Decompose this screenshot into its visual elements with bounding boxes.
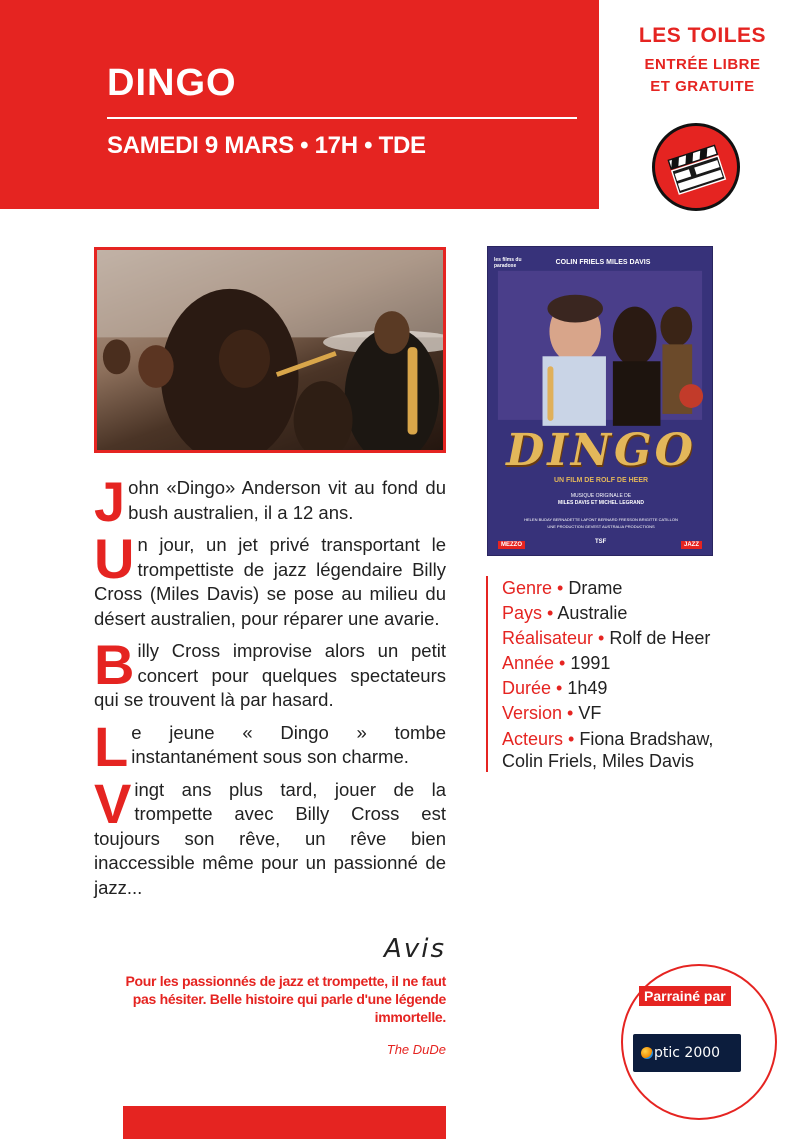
les-toiles-title: LES TOILES (638, 24, 767, 47)
synopsis-paragraph: Le jeune « Dingo » tombe instantanément sous son charme. (94, 714, 446, 778)
synopsis (94, 470, 446, 908)
header-divider (107, 117, 577, 119)
footer-band (123, 1106, 446, 1139)
drop-cap: V (94, 771, 132, 835)
tsf-logo: TSF (595, 539, 607, 545)
info-country: Pays • Australie (502, 603, 628, 623)
page-title: DINGO (107, 62, 237, 104)
film-info (486, 576, 756, 772)
review-text: Pour les passionnés de jazz et trompette, il ne faut pas hésiter. Belle histoire qui parle d'une légende immortelle. (125, 973, 446, 1025)
optic-2000-logo (633, 1034, 741, 1072)
poster-director: UN FILM DE ROLF DE HEER (553, 477, 649, 484)
les-toiles-block (620, 24, 785, 95)
poster-credits: HELEN BUDAY BERNADETTE LAFONT BERNARD FRESSON BRIGITTE CATILLON (524, 517, 678, 522)
info-genre: Genre • Drame (502, 578, 623, 598)
synopsis-paragraph: Un jour, un jet privé transportant le trompettiste de jazz légendaire Billy Cross (Miles Davis) se pose au milieu du désert australien, pour réparer une avarie. (94, 527, 446, 629)
poster-music-label: MUSIQUE ORIGINALE DE (570, 493, 632, 499)
clapperboard-icon (652, 123, 740, 211)
info-version: Version • VF (502, 703, 602, 723)
review-heading: Avis (384, 934, 446, 964)
poster-title: DINGO (506, 425, 696, 476)
drop-cap: L (94, 714, 129, 778)
optic-o-icon (641, 1047, 653, 1059)
sponsor-badge (621, 964, 777, 1120)
info-year: Année • 1991 (502, 653, 611, 673)
film-still-image (94, 247, 446, 453)
entry-free-text-2: ET GRATUITE (650, 78, 755, 95)
movie-poster (487, 246, 713, 556)
info-duration: Durée • 1h49 (502, 678, 608, 698)
entry-free-text: ENTRÉE LIBRE (644, 56, 761, 73)
review-author: The DuDe (386, 1042, 446, 1057)
poster-production: UNE PRODUCTION GEVEST AUSTRALIA PRODUCTIONS (547, 524, 655, 529)
poster-music-names: MILES DAVIS ET MICHEL LEGRAND (558, 500, 644, 506)
synopsis-paragraph: John «Dingo» Anderson vit au fond du bush australien, il a 12 ans. (94, 470, 446, 533)
info-actors: Acteurs • Fiona Bradshaw, Colin Friels, Miles Davis (502, 729, 714, 771)
sponsor-brand: ptic 2000 (654, 1045, 721, 1061)
mezzo-logo: MEZZO (498, 541, 525, 549)
info-director: Réalisateur • Rolf de Heer (502, 628, 711, 648)
jazz-logo: JAZZ (681, 541, 702, 549)
event-date: SAMEDI 9 MARS • 17H • TDE (107, 132, 426, 159)
drop-cap: U (94, 527, 135, 590)
header-band (0, 0, 599, 209)
drop-cap: B (94, 633, 135, 696)
synopsis-paragraph: Billy Cross improvise alors un petit concert pour quelques spectateurs qui se trouvent là par hasard. (94, 633, 446, 710)
synopsis-paragraph: Vingt ans plus tard, jouer de la trompette avec Billy Cross est toujours son rêve, un rêve bien inaccessible même pour un passionné de jazz... (94, 771, 446, 898)
drop-cap: J (94, 470, 126, 533)
poster-actors: COLIN FRIELS MILES DAVIS (555, 259, 651, 266)
sponsor-label: Parrainé par (639, 986, 731, 1006)
poster-studio: les films du paradoxe (494, 257, 522, 269)
